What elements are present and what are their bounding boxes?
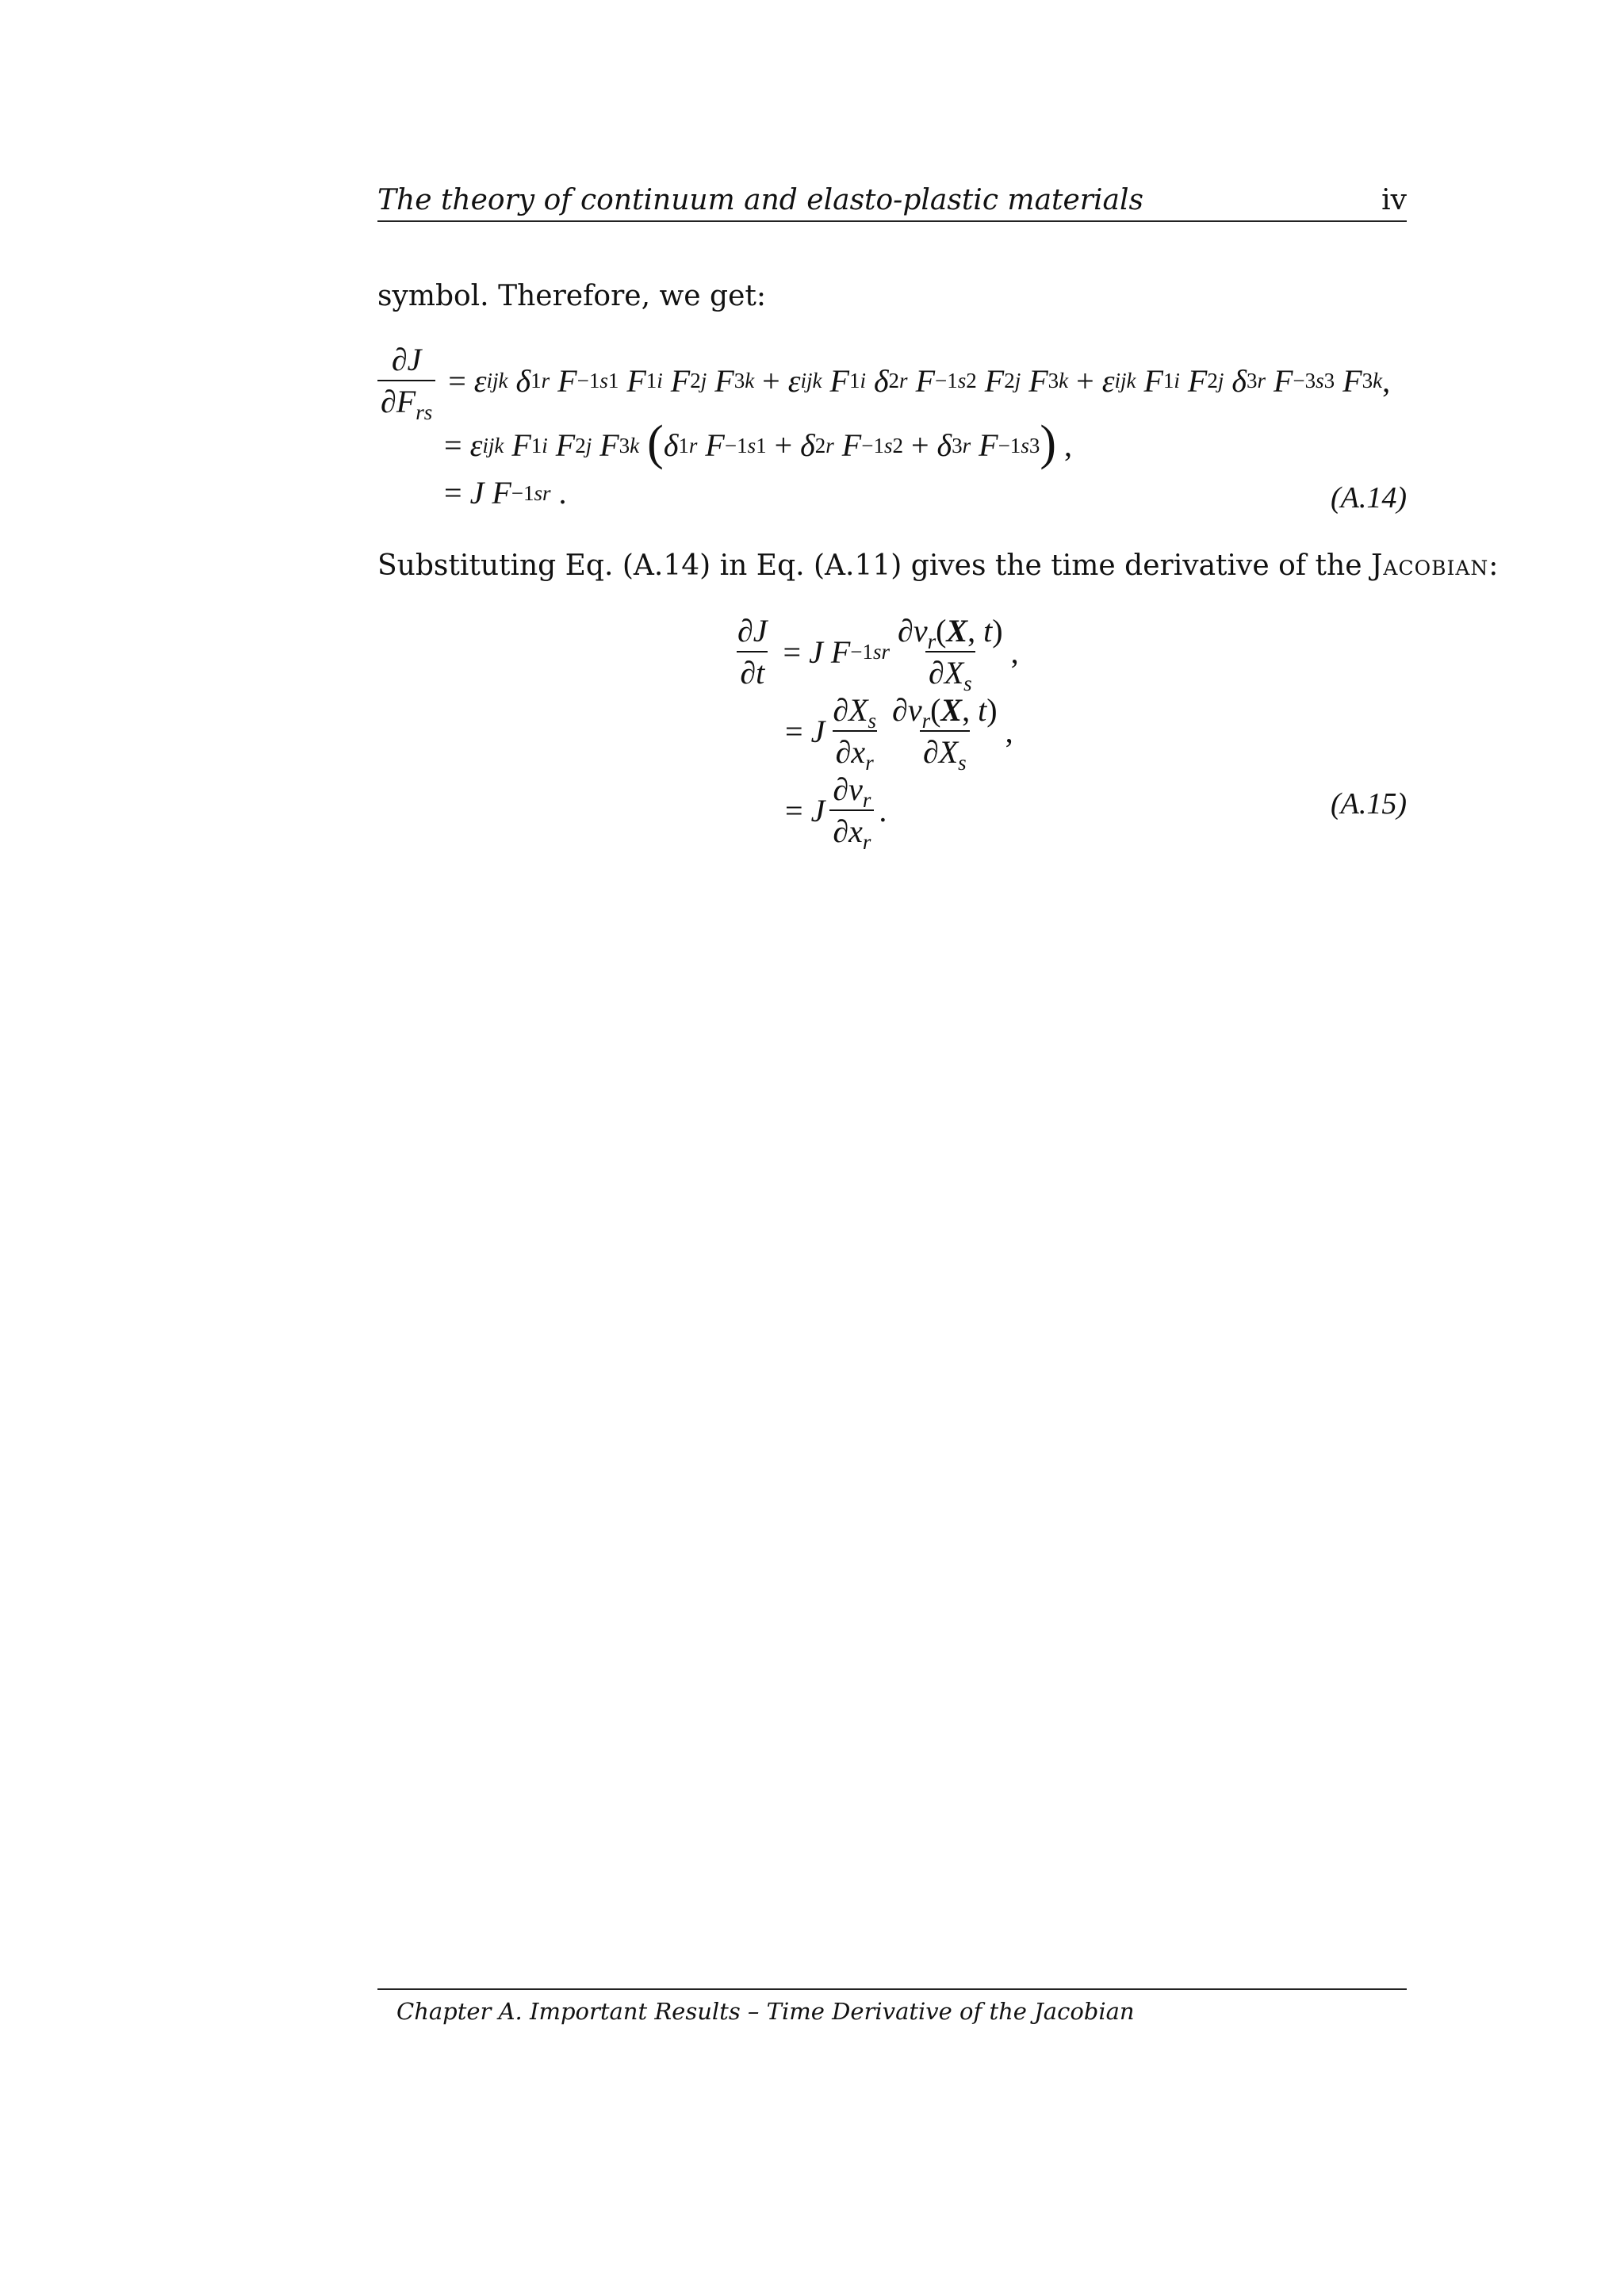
substituting-prefix: Substituting Eq. (A.14) in Eq. (A.11) gives the time derivative of the xyxy=(377,549,1362,582)
running-footer: Chapter A. Important Results – Time Derivative of the Jacobian xyxy=(396,1998,1135,2025)
header-title: The theory of continuum and elasto-plastic materials xyxy=(377,184,1143,216)
footer-rule xyxy=(377,1988,1407,1990)
jacobian-word: Jacobian xyxy=(1370,549,1489,582)
intro-text: symbol. Therefore, we get: xyxy=(377,280,766,312)
eq-a15-line-2: = J $\frac{\partial X_s}{\partial x_r}$ $\frac{\partial v_r(X, t)}{\partial X_s}$ , xyxy=(785,692,1013,775)
eq-a15-label: (A.15) xyxy=(1330,787,1407,821)
eq-a14-line-1: $\frac{\partial J}{\partial F_{rs}}$ = ε ijk δ 1 r F −1 s1 F 1i F 2j F 3k + ε ijk F 1i δ 2r F −1 s2 F 2j F 3k + ε ijk F 1i F 2j δ 3r F −3 s3 F 3k , xyxy=(377,341,1390,420)
running-header xyxy=(377,181,1407,222)
substituting-text xyxy=(377,549,1499,584)
eq-a14-line-3: = J F −1 sr . xyxy=(444,475,567,511)
colon: : xyxy=(1488,549,1499,582)
eq-a15-line-1: $\frac{\partial J}{\partial t}$ = J F −1 sr $\frac{\partial v_r(X, t)}{\partial X_s}$ , xyxy=(737,613,1019,695)
page-number: iv xyxy=(1381,184,1407,216)
eq-a15-line-3: = J $\frac{\partial v_r}{\partial x_r}$ . xyxy=(785,771,887,854)
eq-a14-label: (A.14) xyxy=(1330,481,1407,515)
eq-a14-line-2: = ε ijk F 1i F 2j F 3k ( δ 1r F −1 s1 + δ 2r F −1 s2 + δ 3r F −1 s3 ) , xyxy=(444,416,1072,470)
